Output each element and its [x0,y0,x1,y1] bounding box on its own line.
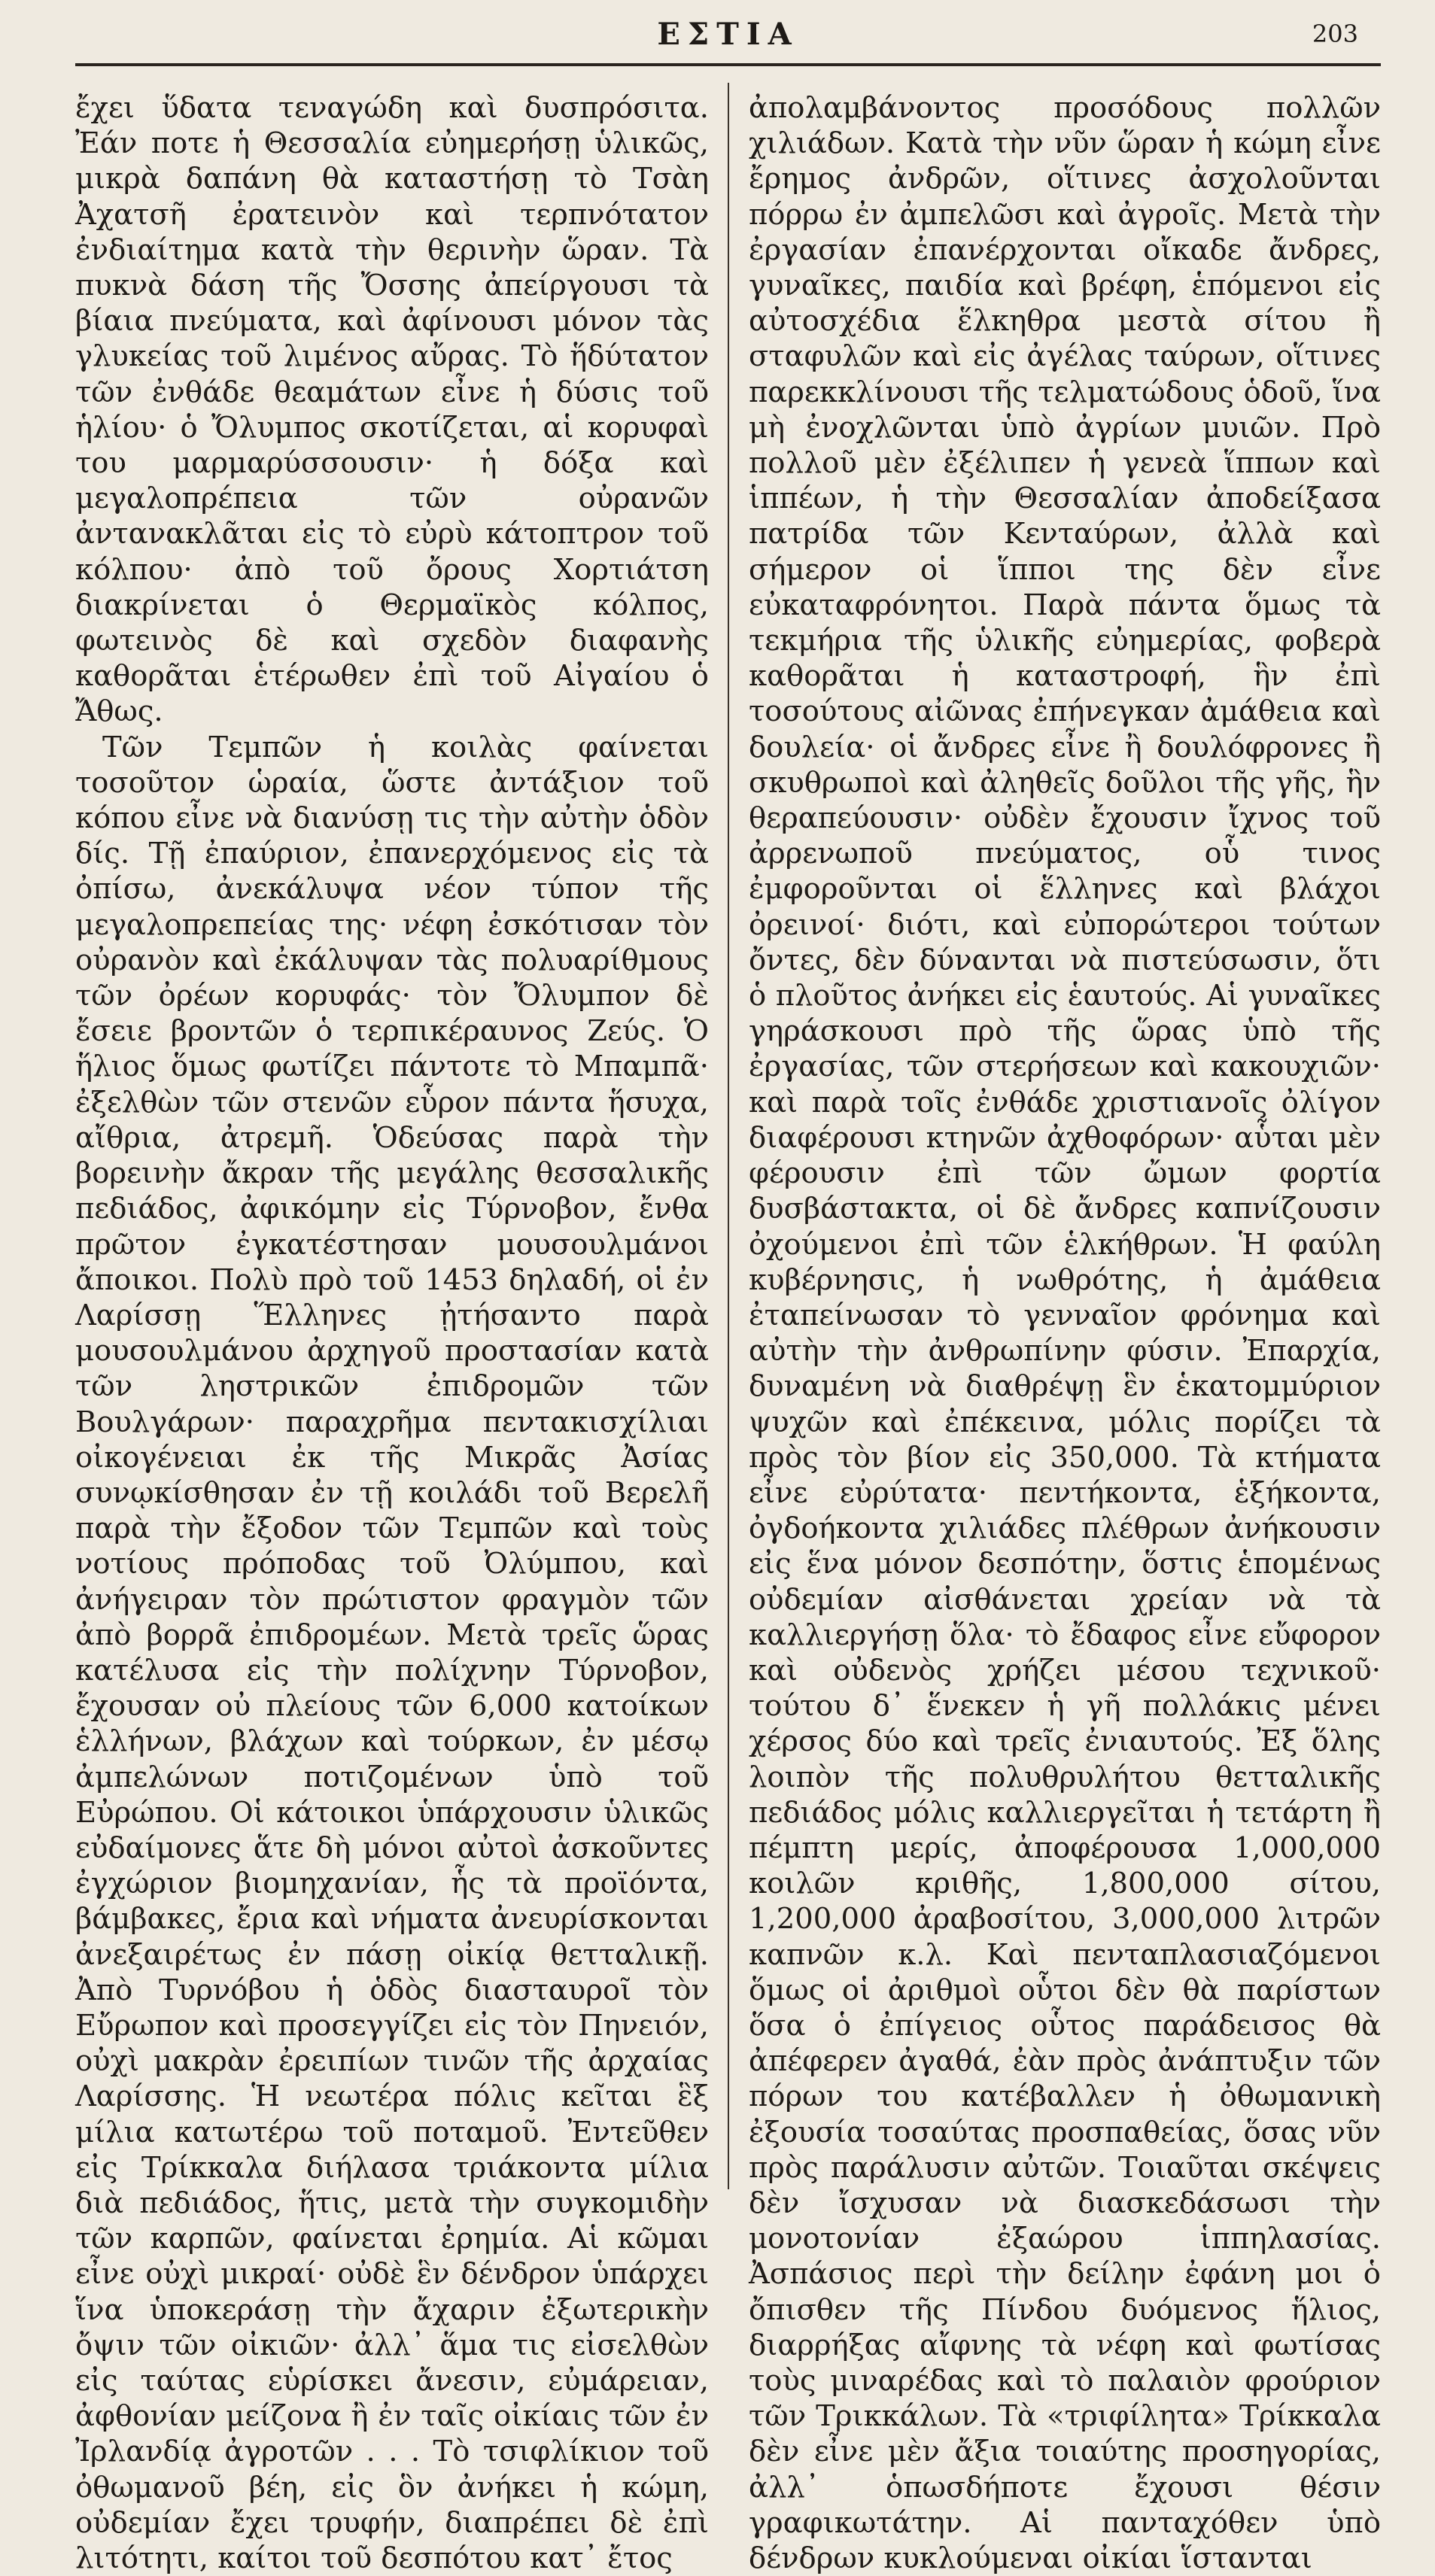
page-header [75,17,1381,65]
masthead-title: ΕΣΤΙΑ [657,17,799,52]
left-column [75,90,709,2576]
paragraph: ἀπολαμβάνοντος προσόδους πολλῶν χιλιάδων. Κατὰ τὴν νῦν ὥραν ἡ κώμη εἶνε ἔρημος ἀνδρῶν, οἵτινες ἀσχολοῦνται πόρρω ἐν ἀμπελῶσι καὶ ἀγροῖς. Μετὰ τὴν ἐργασίαν ἐπανέρχονται οἴκαδε ἄνδρες, γυναῖκες, παιδία καὶ βρέφη, ἑπόμενοι εἰς αὐτοσχέδια ἕλκηθρα μεστὰ σίτου ἢ σταφυλῶν καὶ εἰς ἀγέλας ταύρων, οἵτινες παρεκκλίνουσι τῆς τελματώδους ὁδοῦ, ἵνα μὴ ἐνοχλῶνται ὑπὸ ἀγρίων μυιῶν. Πρὸ πολλοῦ μὲν ἐξέλιπεν ἡ γενεὰ ἵππων καὶ ἱππέων, ἡ τὴν Θεσσαλίαν ἀποδείξασα πατρίδα τῶν Κενταύρων, ἀλλὰ καὶ σήμερον οἱ ἵπποι της δὲν εἶνε εὐκαταφρόνητοι. Παρὰ πάντα ὅμως τὰ τεκμήρια τῆς ὑλικῆς εὐημερίας, φοβερὰ καθορᾶται ἡ καταστροφή, ἣν ἐπὶ τοσούτους αἰῶνας ἐπήνεγκαν ἀμάθεια καὶ δουλεία· οἱ ἄνδρες εἶνε ἢ δουλόφρονες ἢ σκυθρωποὶ καὶ ἀληθεῖς δοῦλοι τῆς γῆς, ἣν θεραπεύουσιν· οὐδὲν ἔχουσιν ἴχνος τοῦ ἀρρενωποῦ πνεύματος, οὗ τινος ἐμφοροῦνται οἱ ἕλληνες καὶ βλάχοι ὀρεινοί· διότι, καὶ εὐπορώτεροι τούτων ὄντες, δὲν δύνανται νὰ πιστεύσωσιν, ὅτι ὁ πλοῦτος ἀνήκει εἰς ἑαυτούς. Αἱ γυναῖκες γηράσκουσι πρὸ τῆς ὥρας ὑπὸ τῆς ἐργασίας, τῶν στερήσεων καὶ κακουχιῶν· καὶ παρὰ τοῖς ἐνθάδε χριστιανοῖς ὀλίγον διαφέρουσι κτηνῶν ἀχθοφόρων· αὗται μὲν φέρουσιν ἐπὶ τῶν ὤμων φορτία δυσβάστακτα, οἱ δὲ ἄνδρες καπνίζουσιν ὀχούμενοι ἐπὶ τῶν ἑλκήθρων. Ἡ φαύλη κυβέρνησις, ἡ νωθρότης, ἡ ἀμάθεια ἐταπείνωσαν τὸ γενναῖον φρόνημα καὶ αὐτὴν τὴν ἀνθρωπίνην φύσιν. Ἐπαρχία, δυναμένη νὰ διαθρέψῃ ἓν ἑκατομμύριον ψυχῶν καὶ ἐπέκεινα, μόλις πορίζει τὰ πρὸς τὸν βίον εἰς 350,000. Τὰ κτήματα εἶνε εὐρύτατα· πεντήκοντα, ἑξήκοντα, ὀγδοήκοντα χιλιάδες πλέθρων ἀνήκουσιν εἰς ἕνα μόνον δεσπότην, ὅστις ἑπομένως οὐδεμίαν αἰσθάνεται χρείαν νὰ τὰ καλλιεργήσῃ ὅλα· τὸ ἔδαφος εἶνε εὔφορον καὶ οὐδενὸς χρήζει μέσου τεχνικοῦ· τούτου δ᾽ ἕνεκεν ἡ γῆ πολλάκις μένει χέρσος δύο καὶ τρεῖς ἐνιαυτούς. Ἐξ ὅλης λοιπὸν τῆς πολυθρυλήτου θετταλικῆς πεδιάδος μόλις καλλιεργεῖται ἡ τετάρτη ἢ πέμπτη μερίς, ἀποφέρουσα 1,000,000 κοιλῶν κριθῆς, 1,800,000 σίτου, 1,200,000 ἀραβοσίτου, 3,000,000 λιτρῶν καπνῶν κ.λ. Καὶ πενταπλασιαζόμενοι ὅμως οἱ ἀριθμοὶ οὗτοι δὲν θὰ παρίστων ὅσα ὁ ἐπίγειος οὗτος παράδεισος θὰ ἀπέφερεν ἀγαθά, ἐὰν πρὸς ἀνάπτυξιν τῶν πόρων του κατέβαλλεν ἡ ὀθωμανικὴ ἐξουσία τοσαύτας προσπαθείας, ὅσας νῦν πρὸς παράλυσιν αὐτῶν. Τοιαῦται σκέψεις δὲν ἴσχυσαν νὰ διασκεδάσωσι τὴν μονοτονίαν ἐξαώρου ἱππηλασίας. Ἀσπάσιος περὶ τὴν δείλην ἐφάνη μοι ὁ ὄπισθεν τῆς Πίνδου δυόμενος ἥλιος, διαρρήξας αἴφνης τὰ νέφη καὶ φωτίσας τοὺς μιναρέδας καὶ τὸ παλαιὸν φρούριον τῶν Τρικκάλων. Τὰ «τριφίλητα» Τρίκκαλα δὲν εἶνε μὲν ἄξια τοιαύτης προσηγορίας, ἀλλ᾽ ὁπωσδήποτε ἔχουσι θέσιν γραφικωτάτην. Αἱ πανταχόθεν ὑπὸ δένδρων κυκλούμεναι οἰκίαι ἵστανται [749,91,1381,2576]
paragraph: Τῶν Τεμπῶν ἡ κοιλὰς φαίνεται τοσοῦτον ὡραία, ὥστε ἀντάξιον τοῦ κόπου εἶνε νὰ διανύσῃ τις τὴν αὐτὴν ὁδὸν δίς. Τῇ ἐπαύριον, ἐπανερχόμενος εἰς τὰ ὀπίσω, ἀνεκάλυψα νέον τύπον τῆς μεγαλοπρεπείας της· νέφη ἐσκότισαν τὸν οὐρανὸν καὶ ἐκάλυψαν τὰς πολυαρίθμους τῶν ὀρέων κορυφάς· τὸν Ὄλυμπον δὲ ἔσειε βροντῶν ὁ τερπικέραυνος Ζεύς. Ὁ ἥλιος ὅμως φωτίζει πάντοτε τὸ Μπαμπᾶ· ἐξελθὼν τῶν στενῶν εὗρον πάντα ἥσυχα, αἴθρια, ἀτρεμῆ. Ὁδεύσας παρὰ τὴν βορεινὴν ἄκραν τῆς μεγάλης θεσσαλικῆς πεδιάδος, ἀφικόμην εἰς Τύρνοβον, ἔνθα πρῶτον ἐγκατέστησαν μουσουλμάνοι ἄποικοι. Πολὺ πρὸ τοῦ 1453 δηλαδή, οἱ ἐν Λαρίσσῃ Ἕλληνες ᾐτήσαντο παρὰ μουσουλμάνου ἀρχηγοῦ προστασίαν κατὰ τῶν ληστρικῶν ἐπιδρομῶν τῶν Βουλγάρων· παραχρῆμα πεντακισχίλιαι οἰκογένειαι ἐκ τῆς Μικρᾶς Ἀσίας συνῳκίσθησαν ἐν τῇ κοιλάδι τοῦ Βερελῆ παρὰ τὴν ἔξοδον τῶν Τεμπῶν καὶ τοὺς νοτίους πρόποδας τοῦ Ὀλύμπου, καὶ ἀνήγειραν τὸν πρώτιστον φραγμὸν τῶν ἀπὸ βορρᾶ ἐπιδρομέων. Μετὰ τρεῖς ὥρας κατέλυσα εἰς τὴν πολίχνην Τύρνοβον, ἔχουσαν οὐ πλείους τῶν 6,000 κατοίκων ἑλλήνων, βλάχων καὶ τούρκων, ἐν μέσῳ ἀμπελώνων ποτιζομένων ὑπὸ τοῦ Εὐρώπου. Οἱ κάτοικοι ὑπάρχουσιν ὑλικῶς εὐδαίμονες ἅτε δὴ μόνοι αὐτοὶ ἀσκοῦντες ἐγχώριον βιομηχανίαν, ἧς τὰ προϊόντα, βάμβακες, ἔρια καὶ νήματα ἀνευρίσκονται ἀνεξαιρέτως ἐν πάσῃ οἰκίᾳ θετταλικῇ. Ἀπὸ Τυρνόβου ἡ ὁδὸς διασταυροῖ τὸν Εὔρωπον καὶ προσεγγίζει εἰς τὸν Πηνειόν, οὐχὶ μακρὰν ἐρειπίων τινῶν τῆς ἀρχαίας Λαρίσσης. Ἡ νεωτέρα πόλις κεῖται ἓξ μίλια κατωτέρω τοῦ ποταμοῦ. Ἐντεῦθεν εἰς Τρίκκαλα διήλασα τριάκοντα μίλια διὰ πεδιάδος, ἥτις, μετὰ τὴν συγκομιδὴν τῶν καρπῶν, φαίνεται ἐρημία. Αἱ κῶμαι εἶνε οὐχὶ μικραί· οὐδὲ ἓν δένδρον ὑπάρχει ἵνα ὑποκεράσῃ τὴν ἄχαριν ἐξωτερικὴν ὄψιν τῶν οἰκιῶν· ἀλλ᾽ ἅμα τις εἰσελθὼν εἰς ταύτας εὑρίσκει ἄνεσιν, εὐμάρειαν, ἀφθονίαν μείζονα ἢ ἐν ταῖς οἰκίαις τῶν ἐν Ἰρλανδίᾳ ἀγροτῶν . . . Τὸ τσιφλίκιον τοῦ ὀθωμανοῦ βέη, εἰς ὃν ἀνήκει ἡ κώμη, οὐδεμίαν ἔχει τρυφήν, διαπρέπει δὲ ἐπὶ λιτότητι, καίτοι τοῦ δεσπότου κατ᾽ ἔτος [75,730,709,2576]
header-rule [75,63,1381,66]
page-number: 203 [1312,20,1358,48]
paragraph: ἔχει ὕδατα τεναγώδη καὶ δυσπρόσιτα. Ἐάν ποτε ἡ Θεσσαλία εὐημερήσῃ ὑλικῶς, μικρὰ δαπάνη θὰ καταστήσῃ τὸ Τσὰη Ἀχατσῆ ἐρατεινὸν καὶ τερπνότατον ἐνδιαίτημα κατὰ τὴν θερινὴν ὥραν. Τὰ πυκνὰ δάση τῆς Ὄσσης ἀπείργουσι τὰ βίαια πνεύματα, καὶ ἀφίνουσι μόνον τὰς γλυκείας τοῦ λιμένος αὔρας. Τὸ ἥδύτατον τῶν ἐνθάδε θεαμάτων εἶνε ἡ δύσις τοῦ ἡλίου· ὁ Ὄλυμπος σκοτίζεται, αἱ κορυφαὶ του μαρμαρύσσουσιν· ἡ δόξα καὶ μεγαλοπρέπεια τῶν οὐρανῶν ἀντανακλᾶται εἰς τὸ εὐρὺ κάτοπτρον τοῦ κόλπου· ἀπὸ τοῦ ὄρους Χορτιάτση διακρίνεται ὁ Θερμαϊκὸς κόλπος, φωτεινὸς δὲ καὶ σχεδὸν διαφανὴς καθορᾶται ἑτέρωθεν ἐπὶ τοῦ Αἰγαίου ὁ Ἄθως. [75,91,709,729]
right-column [749,90,1381,2576]
column-divider [728,83,729,2189]
